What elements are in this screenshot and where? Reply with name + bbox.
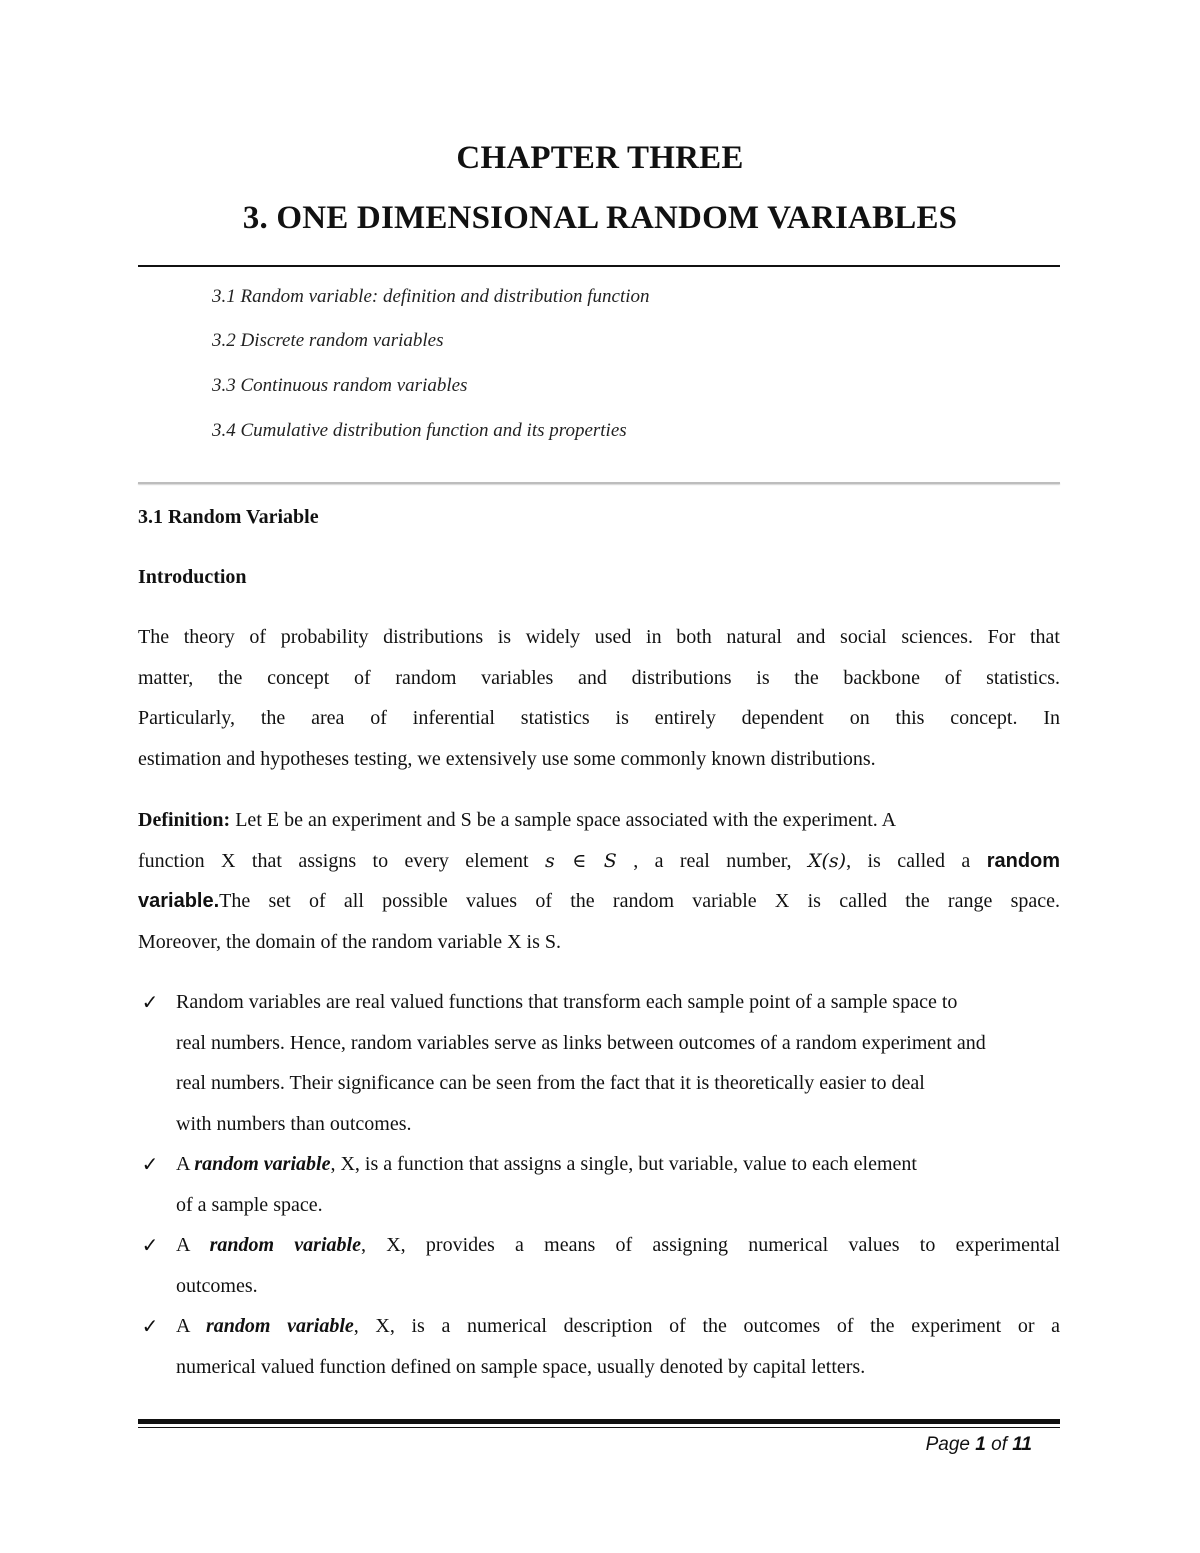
definition-label: Definition: (138, 809, 231, 831)
paragraph-line: Particularly, the area of inferential statistics is entirely dependent on this concept. In (138, 707, 1060, 729)
intro-paragraph (138, 617, 1060, 779)
term-random: random (986, 849, 1060, 872)
footer-divider-thick (138, 1419, 1060, 1424)
subheading: Introduction (138, 566, 247, 588)
bullet-line: real numbers. Their significance can be seen from the fact that it is theoretically easier to deal (176, 1072, 925, 1094)
toc-item: 3.2 Discrete random variables (212, 330, 444, 351)
definition-paragraph (138, 800, 1060, 962)
definition-line: Definition: Let E be an experiment and S be a sample space associated with the experiment. A (138, 809, 897, 831)
bullet-list (138, 982, 1148, 1387)
term-random-variable: random variable (206, 1315, 354, 1337)
definition-line: Moreover, the domain of the random variable X is S. (138, 930, 561, 953)
term-random-variable: random variable (209, 1234, 361, 1256)
checkmark-icon: ✓ (141, 1233, 159, 1257)
checkmark-icon: ✓ (141, 990, 159, 1014)
bullet-line: A random variable, X, is a function that assigns a single, but variable, value to each element (176, 1153, 917, 1175)
checkmark-icon: ✓ (141, 1152, 159, 1176)
bullet-line: numerical valued function defined on sample space, usually denoted by capital letters. (176, 1355, 866, 1378)
term-variable: variable. (138, 890, 220, 912)
page-number: Page 1 of 11 (925, 1434, 1032, 1455)
toc-item: 3.3 Continuous random variables (212, 375, 468, 396)
section-heading: 3.1 Random Variable (138, 506, 319, 528)
bullet-line: A random variable, X, provides a means of assigning numerical values to experimental (176, 1234, 1060, 1256)
paragraph-line: matter, the concept of random variables and distributions is the backbone of statistics. (138, 666, 1060, 689)
toc-item: 3.1 Random variable: definition and distribution function (212, 286, 650, 307)
header-divider (138, 265, 1060, 267)
bullet-line: with numbers than outcomes. (176, 1112, 412, 1135)
checkmark-icon: ✓ (141, 1314, 159, 1338)
bullet-item (138, 1144, 1148, 1225)
footer-divider-thin (138, 1427, 1060, 1428)
total-pages: 11 (1012, 1434, 1032, 1455)
chapter-label: CHAPTER THREE (456, 140, 744, 176)
bullet-line: A random variable, X, is a numerical description of the outcomes of the experiment or a (176, 1315, 1060, 1337)
bullet-line: Random variables are real valued functions that transform each sample point of a sample space to (176, 991, 958, 1013)
paragraph-line: estimation and hypotheses testing, we extensively use some commonly known distributions. (138, 747, 876, 770)
definition-line: variable.The set of all possible values of the random variable X is called the range space. (138, 890, 1060, 912)
toc-item: 3.4 Cumulative distribution function and its properties (212, 420, 627, 441)
chapter-title: 3. ONE DIMENSIONAL RANDOM VARIABLES (242, 200, 958, 236)
math-X-of-s: X(s) (807, 849, 847, 872)
bullet-line: of a sample space. (176, 1193, 323, 1216)
math-s-in-S: s ∈ S (545, 849, 617, 872)
current-page: 1 (975, 1434, 986, 1455)
paragraph-line: The theory of probability distributions is widely used in both natural and social sciences. For that (138, 626, 1060, 648)
bullet-line: outcomes. (176, 1274, 258, 1297)
toc-divider (138, 482, 1060, 484)
definition-line: function X that assigns to every element s ∈ S , a real number, X(s), is called a random (138, 849, 1060, 872)
bullet-line: real numbers. Hence, random variables serve as links between outcomes of a random experiment and (176, 1031, 986, 1054)
bullet-item (138, 1306, 1148, 1387)
bullet-item (138, 982, 1148, 1144)
term-random-variable: random variable (194, 1153, 331, 1175)
bullet-item (138, 1225, 1148, 1306)
